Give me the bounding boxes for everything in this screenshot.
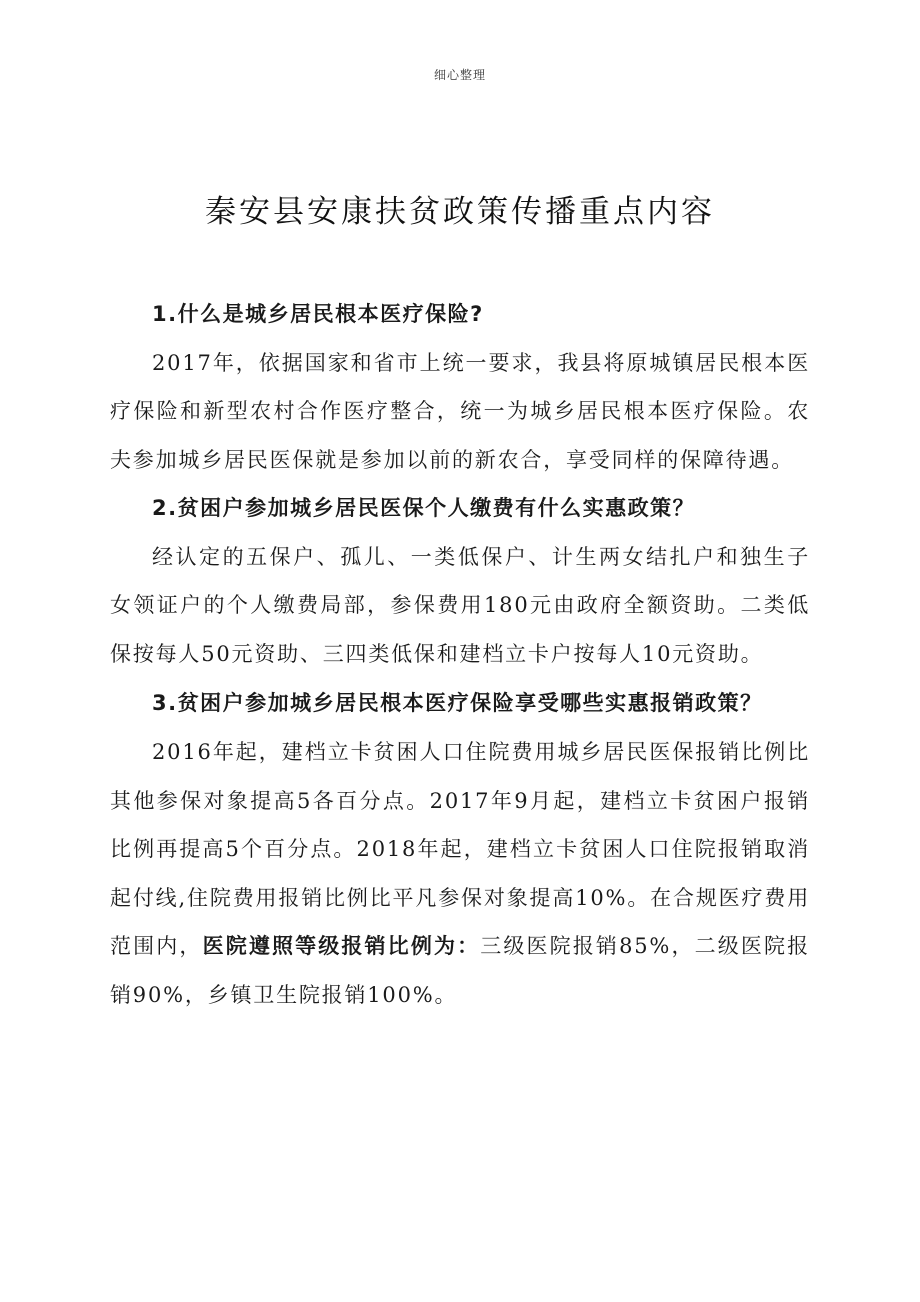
- document-body: [110, 290, 810, 1019]
- document-title: 秦安县安康扶贫政策传播重点内容: [205, 194, 715, 230]
- section-2-question: 2.贫困户参加城乡居民医保个人缴费有什么实惠政策？: [152, 496, 696, 520]
- section-3-answer-bold: 医院遵照等级报销比例为：: [202, 934, 481, 958]
- section-1-question: 1.什么是城乡居民根本医疗保险?: [152, 302, 484, 326]
- header-note: 细心整理: [433, 68, 486, 82]
- section-3-answer-part2: 三级医院报销85%，二级医院报销90%，乡镇卫生院报销100%。: [110, 934, 810, 1007]
- section-1-answer: 2017年，依据国家和省市上统一要求，我县将原城镇居民根本医疗保险和新型农村合作医疗整合，统一为城乡居民根本医疗保险。农夫参加城乡居民医保就是参加以前的新农合，享受同样的保障待遇。: [110, 350, 810, 472]
- section-3-question: 3.贫困户参加城乡居民根本医疗保险享受哪些实惠报销政策？: [152, 691, 763, 715]
- section-3-answer-part1: 2016年起，建档立卡贫困人口住院费用城乡居民医保报销比例比其他参保对象提高5各百分点。2017年9月起，建档立卡贫困户报销比例再提高5个百分点。2018年起，建档立卡贫困人口住院报销取消起付线,住院费用报销比例比平凡参保对象提高10%。在合规医疗费用范围内，: [110, 740, 810, 958]
- section-2-answer: 经认定的五保户、孤儿、一类低保户、计生两女结扎户和独生子女领证户的个人缴费局部，参保费用180元由政府全额资助。二类低保按每人50元资助、三四类低保和建档立卡户按每人10元资助。: [110, 544, 810, 666]
- section-3-answer: [110, 728, 810, 1019]
